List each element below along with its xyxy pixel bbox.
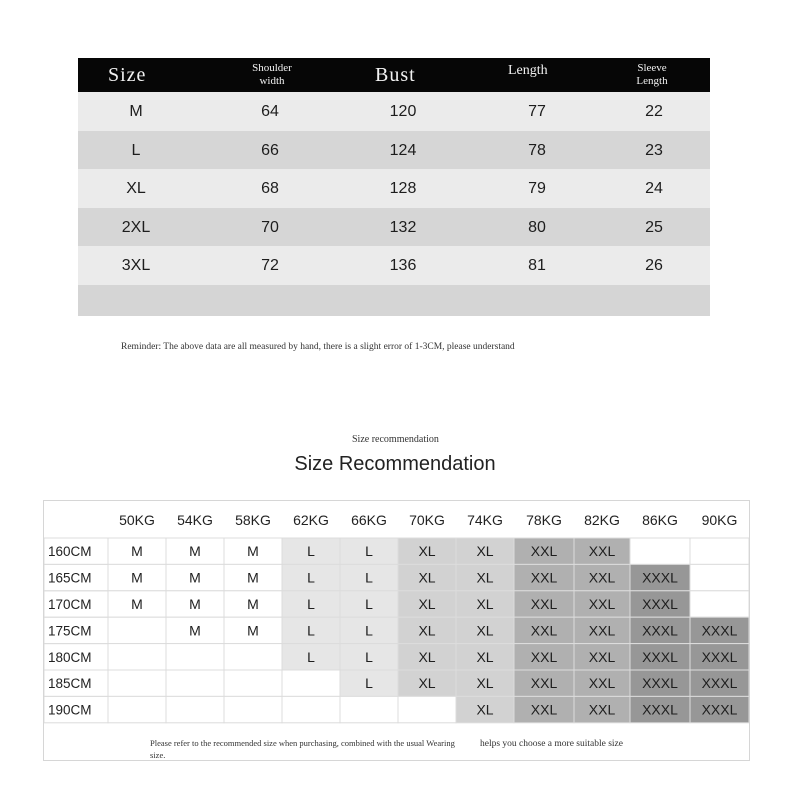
table-row [78, 92, 710, 131]
recommendation-caption: Size recommendation [352, 434, 439, 445]
weight-header: 86KG [642, 512, 678, 528]
footnote-right: helps you choose a more suitable size [480, 739, 623, 749]
size-cell-label: M [189, 622, 201, 639]
size-cell-label: L [307, 569, 315, 586]
height-label: 190CM [48, 702, 92, 718]
cell-sleeve: 24 [645, 180, 663, 198]
header-size: Size [108, 64, 147, 86]
size-cell [282, 670, 340, 696]
size-cell-label: XXL [588, 701, 616, 718]
weight-header: 50KG [119, 512, 155, 528]
cell-shoulder: 66 [261, 141, 279, 159]
size-cell [108, 617, 166, 643]
height-label: 170CM [48, 597, 92, 612]
cell-shoulder: 68 [261, 180, 279, 198]
table-row [78, 169, 710, 208]
size-cell-label: L [365, 675, 373, 692]
size-cell-label: XXL [588, 596, 616, 612]
recommendation-table [43, 500, 750, 761]
weight-header: 66KG [351, 512, 387, 528]
size-cell-label: XXL [530, 596, 558, 612]
size-cell-label: L [365, 596, 373, 612]
size-cell [690, 591, 749, 617]
size-cell [224, 644, 282, 670]
weight-header: 58KG [235, 512, 271, 528]
weight-header: 90KG [701, 512, 738, 528]
cell-bust: 120 [389, 103, 417, 120]
recommendation-grid [44, 501, 749, 760]
size-cell-label: XXL [588, 569, 616, 586]
cell-size: XL [126, 180, 146, 198]
cell-shoulder: 72 [261, 257, 279, 275]
table-row [78, 131, 710, 170]
size-cell-label: M [189, 596, 201, 612]
size-cell-label: XL [476, 701, 494, 718]
size-cell-label: XL [418, 675, 436, 692]
cell-length: 78 [528, 141, 546, 159]
size-cell-label: M [247, 622, 259, 639]
size-cell-label: XXXL [701, 701, 738, 718]
size-cell-label: XXL [530, 675, 558, 692]
cell-shoulder: 64 [261, 103, 279, 120]
size-cell-label: M [247, 569, 259, 586]
size-cell-label: M [131, 543, 143, 560]
size-cell-label: XL [418, 648, 436, 665]
size-cell-label: XXL [588, 648, 616, 665]
height-label: 160CM [48, 544, 92, 560]
cell-sleeve: 23 [645, 141, 663, 159]
size-cell-label: L [365, 569, 373, 586]
size-cell-label: XL [476, 569, 494, 586]
cell-size: 2XL [121, 218, 151, 236]
size-cell-label: L [307, 596, 315, 612]
size-cell-label: XL [418, 596, 436, 612]
cell-length: 77 [528, 103, 546, 120]
cell-bust: 128 [389, 180, 417, 198]
size-cell-label: XXXL [642, 569, 678, 586]
size-cell-label: XXL [588, 543, 616, 560]
size-cell-label: M [131, 569, 143, 586]
size-cell-label: XXL [530, 648, 558, 665]
size-cell [166, 696, 224, 722]
size-cell-label: L [365, 648, 373, 665]
cell-bust: 124 [389, 141, 417, 159]
size-cell-label: XXXL [642, 622, 678, 639]
size-cell-label: XL [476, 648, 494, 665]
size-cell-label: M [189, 543, 201, 560]
weight-header: 74KG [467, 512, 503, 528]
size-cell-label: XL [418, 622, 436, 639]
height-label: 180CM [48, 649, 92, 665]
cell-size: M [129, 103, 143, 120]
size-cell-label: XL [418, 569, 436, 586]
size-chart-header [78, 58, 710, 92]
size-cell-label: L [307, 543, 315, 560]
recommendation-title: Size Recommendation [294, 453, 496, 475]
cell-sleeve: 22 [645, 103, 663, 120]
size-cell [398, 696, 456, 722]
size-cell-label: XXL [588, 622, 616, 639]
size-cell [108, 696, 166, 722]
cell-length: 80 [528, 218, 546, 236]
table-footer-band [78, 285, 710, 316]
size-cell [224, 696, 282, 722]
header-length: Length [508, 63, 548, 78]
table-row [78, 246, 710, 285]
weight-header: 82KG [584, 512, 620, 528]
size-cell-label: XXL [588, 675, 616, 692]
cell-size: 3XL [121, 257, 151, 275]
size-cell-label: XXXL [642, 701, 678, 718]
weight-header: 54KG [177, 512, 213, 528]
weight-header: 78KG [526, 512, 562, 528]
size-cell [690, 538, 749, 564]
size-cell-label: XXXL [701, 622, 738, 639]
weight-header: 70KG [409, 512, 445, 528]
size-cell [108, 644, 166, 670]
cell-length: 81 [528, 257, 546, 275]
size-cell-label: XL [476, 596, 494, 612]
size-cell-label: XXXL [701, 675, 738, 692]
size-cell [166, 644, 224, 670]
size-cell [690, 564, 749, 590]
size-cell-label: XXL [530, 543, 558, 560]
size-cell-label: XXXL [642, 675, 678, 692]
size-chart-table [78, 58, 710, 316]
size-cell-label: XL [476, 543, 494, 560]
size-cell-label: XXXL [642, 648, 678, 665]
cell-size: L [131, 141, 141, 159]
cell-sleeve: 25 [645, 218, 663, 236]
size-cell-label: XXL [530, 622, 558, 639]
size-cell-label: M [189, 569, 201, 586]
size-cell [108, 670, 166, 696]
measurement-reminder: Reminder: The above data are all measured by hand, there is a slight error of 1-3CM, please understand [121, 342, 515, 352]
size-cell-label: XL [476, 675, 494, 692]
header-shoulder-width: Shoulder width [252, 62, 292, 87]
header-sleeve-length: Sleeve Length [636, 62, 668, 87]
size-cell-label: XXL [530, 701, 558, 718]
size-cell-label: XL [418, 543, 436, 560]
header-bust: Bust [375, 64, 416, 86]
size-cell-label: XXL [530, 569, 558, 586]
size-cell-label: M [131, 596, 143, 612]
cell-bust: 136 [389, 257, 417, 275]
size-cell-label: L [365, 543, 373, 560]
weight-header: 62KG [293, 512, 329, 528]
size-cell-label: L [307, 622, 315, 639]
size-cell-label: XXXL [642, 596, 678, 612]
height-label: 165CM [48, 570, 92, 586]
cell-bust: 132 [389, 218, 417, 236]
size-cell-label: XL [476, 622, 494, 639]
size-cell-label: L [307, 648, 315, 665]
footnote-left: Please refer to the recommended size when purchasing, combined with the usual Wearing size. [150, 738, 455, 760]
size-cell-label: M [247, 543, 259, 560]
height-label: 185CM [48, 676, 92, 692]
cell-sleeve: 26 [645, 257, 663, 275]
cell-shoulder: 70 [261, 218, 279, 236]
size-cell [224, 670, 282, 696]
size-cell-label: XXXL [701, 648, 738, 665]
size-cell-label: M [247, 596, 259, 612]
size-cell [630, 538, 690, 564]
size-cell [282, 696, 340, 722]
cell-length: 79 [528, 180, 546, 198]
size-cell-label: L [365, 622, 373, 639]
height-label: 175CM [48, 623, 92, 639]
table-row [78, 208, 710, 247]
size-cell [340, 696, 398, 722]
size-cell [166, 670, 224, 696]
